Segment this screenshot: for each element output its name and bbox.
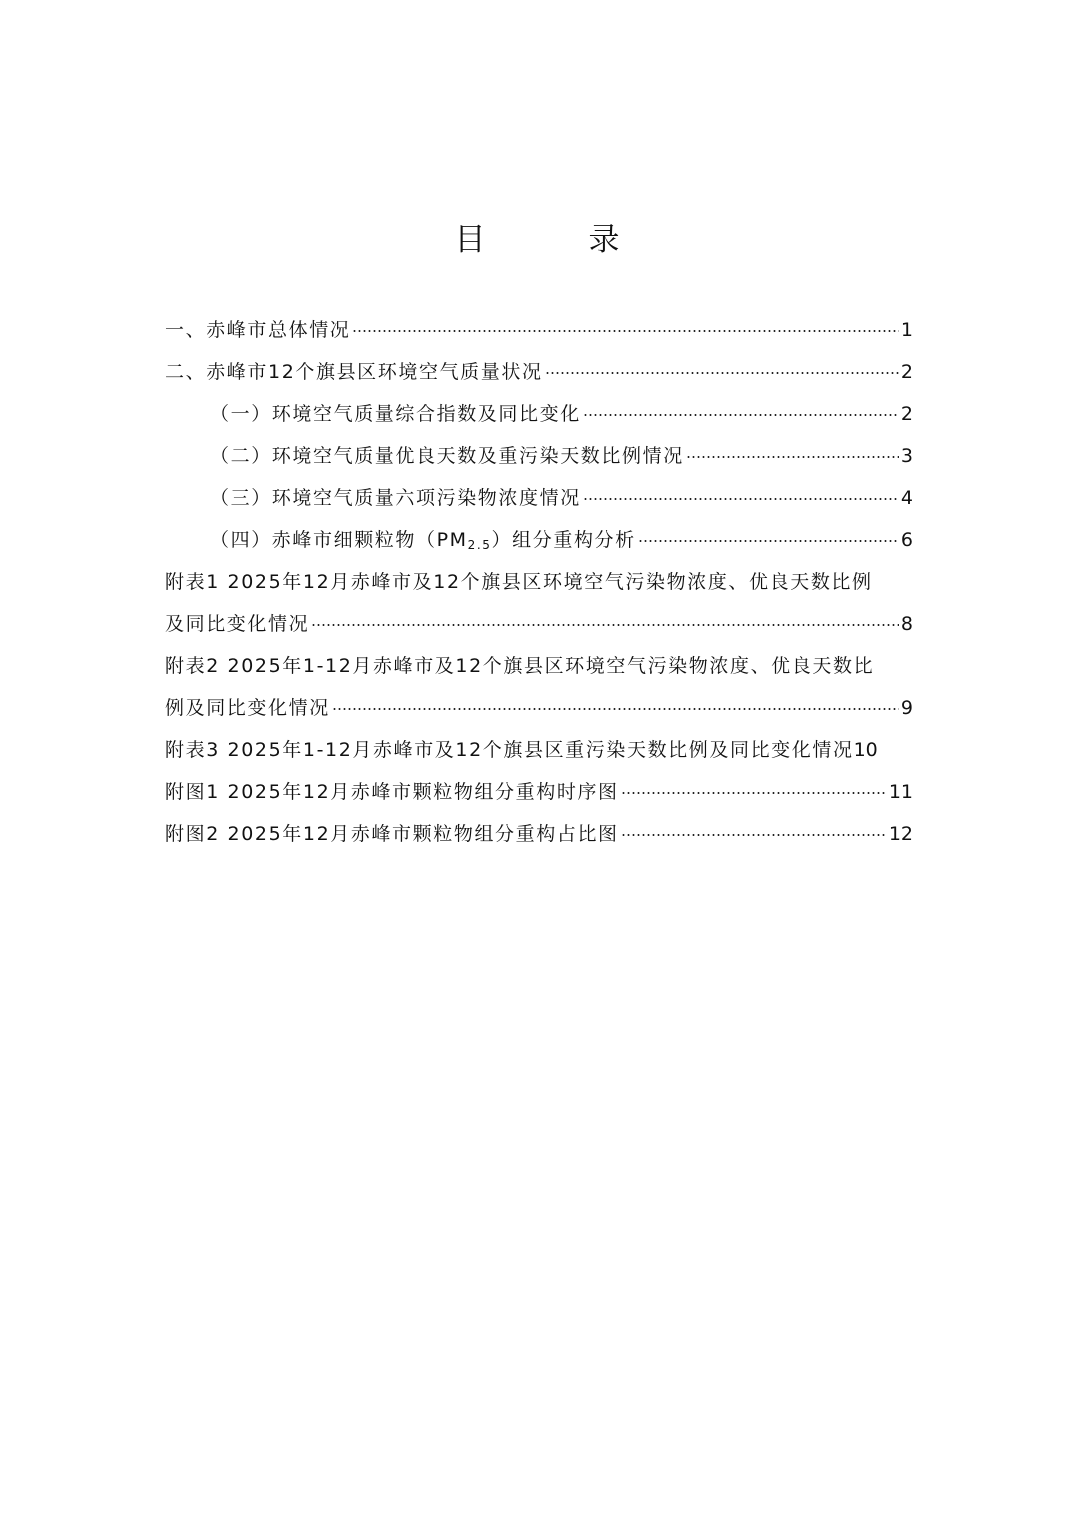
dot-leader	[621, 792, 887, 794]
toc-entry-text: 一、赤峰市总体情况	[165, 319, 351, 341]
dot-leader	[352, 330, 899, 332]
dot-leader	[621, 834, 887, 836]
dot-leader	[583, 498, 899, 500]
toc-entry-text	[210, 519, 636, 561]
toc-entry-text-after: ）组分重构分析	[491, 529, 636, 551]
toc-entry-text-before: （四）赤峰市细颗粒物（PM	[210, 529, 468, 551]
dot-leader	[311, 624, 899, 626]
dot-leader	[638, 540, 899, 542]
dot-leader	[686, 456, 899, 458]
toc-page-number: 10	[853, 739, 878, 761]
toc-page-number: 9	[900, 697, 913, 719]
toc-entry-2-1[interactable]	[165, 393, 913, 435]
toc-entry-text: 附表3 2025年1-12月赤峰市及12个旗县区重污染天数比例及同比变化情况	[165, 739, 854, 761]
dot-leader	[583, 414, 899, 416]
toc-page-number: 2	[900, 403, 913, 425]
toc-entry-text: （二）环境空气质量优良天数及重污染天数比例情况	[210, 445, 684, 467]
toc-entry-2-2[interactable]	[165, 435, 913, 477]
toc-entry-text-line2: 例及同比变化情况	[165, 697, 330, 719]
toc-page-number: 3	[900, 445, 913, 467]
pm-subscript: 2.5	[467, 538, 492, 552]
dot-leader	[332, 708, 899, 710]
toc-page-number: 11	[888, 781, 913, 803]
toc-entry-1[interactable]	[165, 309, 913, 351]
dot-leader	[545, 372, 899, 374]
toc-page-number: 1	[900, 319, 913, 341]
toc-entry-appendix-table-3[interactable]	[165, 729, 913, 771]
toc-entry-text: （一）环境空气质量综合指数及同比变化	[210, 403, 581, 425]
toc-entry-appendix-table-1[interactable]	[165, 561, 913, 645]
toc-entry-text: 附图1 2025年12月赤峰市颗粒物组分重构时序图	[165, 781, 619, 803]
toc-entry-text: 二、赤峰市12个旗县区环境空气质量状况	[165, 361, 543, 383]
toc-entry-appendix-figure-2[interactable]	[165, 813, 913, 855]
toc-title: 目 录	[454, 222, 656, 258]
toc-entry-appendix-figure-1[interactable]	[165, 771, 913, 813]
toc-entry-line2	[165, 603, 913, 645]
toc-entry-text: （三）环境空气质量六项污染物浓度情况	[210, 487, 581, 509]
toc-page-number: 4	[900, 487, 913, 509]
table-of-contents	[165, 309, 913, 855]
toc-page-number: 8	[900, 613, 913, 635]
toc-entry-text-line2: 及同比变化情况	[165, 613, 310, 635]
toc-entry-line2	[165, 687, 913, 729]
toc-entry-2[interactable]	[165, 351, 913, 393]
toc-entry-appendix-table-2[interactable]	[165, 645, 913, 729]
toc-page-number: 2	[900, 361, 913, 383]
toc-page-number: 12	[888, 823, 913, 845]
toc-entry-text: 附图2 2025年12月赤峰市颗粒物组分重构占比图	[165, 823, 619, 845]
toc-entry-2-4[interactable]	[165, 519, 913, 561]
toc-entry-2-3[interactable]	[165, 477, 913, 519]
toc-entry-text-line1: 附表1 2025年12月赤峰市及12个旗县区环境空气污染物浓度、优良天数比例	[165, 571, 873, 593]
toc-page-number: 6	[900, 529, 913, 551]
toc-entry-text-line1: 附表2 2025年1-12月赤峰市及12个旗县区环境空气污染物浓度、优良天数比	[165, 655, 875, 677]
